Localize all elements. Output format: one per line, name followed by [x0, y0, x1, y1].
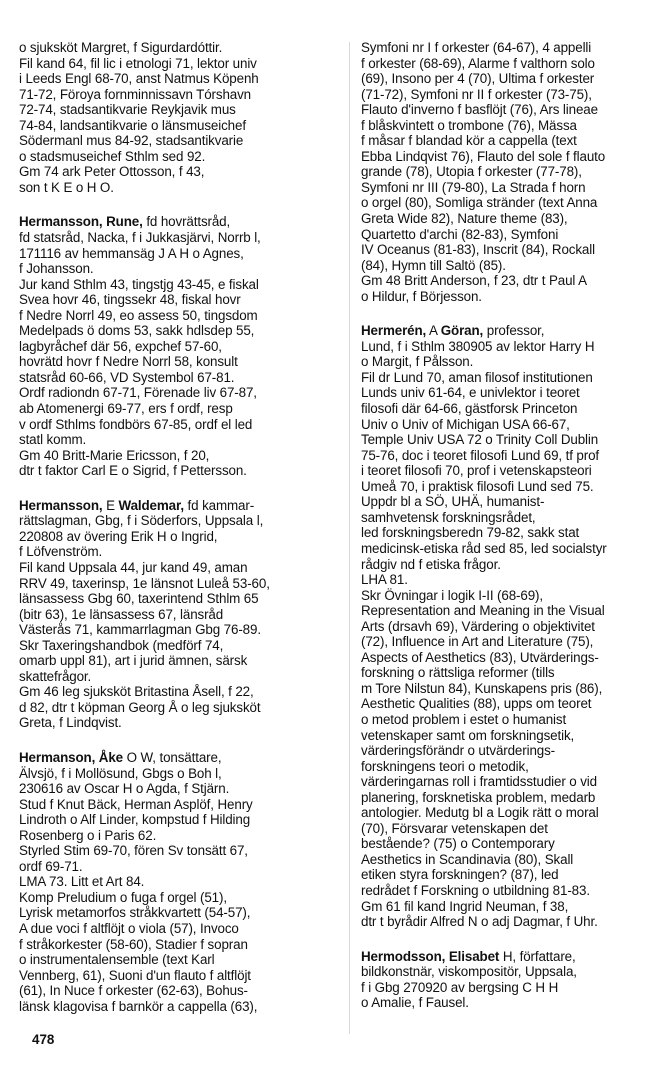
entry-text-line: lagbyråchef där 56, expchef 57-60, — [19, 338, 222, 354]
entry-text-line: dtr t byrådir Alfred N o adj Dagmar, f Uhr. — [361, 914, 598, 930]
entry-text-line: (bitr 63), 1e länsassess 67, länsråd — [19, 606, 224, 622]
entry-text-line: Uppdr bl a SÖ, UHÄ, humanist- — [361, 494, 545, 510]
entry-text-line: forskning o rättsliga reformer (tills — [361, 665, 555, 681]
entry-text-line: vetenskaper samt om forskningsetik, — [361, 727, 575, 743]
entry-text-line: 71-72, Föroya fornminnissavn Tórshavn — [19, 86, 251, 102]
entry-text-line: forskningens teori o metodik, — [361, 758, 529, 774]
entry-continuation — [19, 40, 337, 195]
entry-text-line: f orkester (68-69), Alarme f valthorn solo — [361, 55, 595, 71]
entry-text-line: Vennberg, 61), Suoni d'un flauto f altflöjt — [19, 967, 251, 983]
entry-text-line: o Hildur, f Börjesson. — [361, 288, 482, 304]
entry-text-line: Komp Preludium o fuga f orgel (51), — [19, 889, 227, 905]
entry-headword: Hermanson, Åke — [19, 749, 123, 765]
entry-text-line: 72-74, stadsantikvarie Reykjavik mus — [19, 102, 236, 118]
entry-headword: Hermodsson, Elisabet — [361, 948, 500, 964]
biography-entry — [361, 323, 661, 929]
entry-text-line: Aesthetic Qualities (88), upps om teoret — [361, 696, 592, 712]
entry-title: fd hovrättsråd, — [142, 214, 231, 230]
entry-text-line: grande (78), Utopia f orkester (77-78), — [361, 164, 582, 180]
entry-title: professor, — [483, 323, 545, 339]
entry-text-line: Skr Taxeringshandbok (medförf 74, — [19, 637, 224, 653]
entry-text-line: statl komm. — [19, 432, 87, 448]
entry-text-line: Lindroth o Alf Linder, kompstud f Hilding — [19, 812, 251, 828]
entry-initial: E — [102, 497, 119, 513]
entry-text-line: f i Gbg 270920 av bergsing C H H — [361, 979, 559, 995]
entry-text-line: LHA 81. — [361, 572, 408, 588]
entry-text-line: m Tore Nilstun 84), Kunskapens pris (86), — [361, 680, 603, 696]
entry-text-line: ordf 69-71. — [19, 858, 83, 874]
entry-text-line: filosofi där 64-66, gästforsk Princeton — [361, 401, 578, 417]
entry-text-line: Lyrisk metamorfos stråkkvartett (54-57), — [19, 905, 251, 921]
entry-text-line: Aesthetics in Scandinavia (80), Skall — [361, 851, 574, 867]
entry-heading-line — [361, 323, 661, 339]
entry-given-name: Göran, — [440, 323, 484, 339]
entry-text-line: Skr Övningar i logik I-II (68-69), — [361, 587, 543, 603]
entry-text-line: 74-84, landsantikvarie o länsmuseichef — [19, 117, 246, 133]
entry-text-line: bestående? (75) o Contemporary — [361, 836, 555, 852]
entry-text-line: Fil dr Lund 70, aman filosof institutionen — [361, 369, 593, 385]
entry-text-line: bildkonstnär, viskompositör, Uppsala, — [361, 964, 577, 980]
entry-text-line: Gm 61 fil kand Ingrid Neuman, f 38, — [361, 898, 569, 914]
entry-text-line: Gm 74 ark Peter Ottosson, f 43, — [19, 164, 205, 180]
entry-text-line: i teoret filosofi 70, prof i vetenskapsteori — [361, 463, 592, 479]
page-number: 478 — [32, 1032, 55, 1047]
entry-gap — [361, 930, 661, 949]
entry-gap — [19, 479, 337, 498]
entry-text-line: Jur kand Sthlm 43, tingstjg 43-45, e fiskal — [19, 276, 259, 292]
entry-text-line: Gm 46 leg sjuksköt Britastina Åsell, f 22, — [19, 684, 254, 700]
entry-text-line: fd statsråd, Nacka, f i Jukkasjärvi, Norrb l, — [19, 230, 261, 246]
entry-text-line: f Löfvenström. — [19, 544, 103, 560]
entry-text-line: o sjuksköt Margret, f Sigurdardóttir. — [19, 40, 223, 55]
entry-text-line: 230616 av Oscar H o Agda, f Stjärn. — [19, 781, 230, 797]
entry-text-line: statsråd 60-66, VD Systembol 67-81. — [19, 369, 235, 385]
entry-text-line: f måsar f blandad kör a cappella (text — [361, 133, 577, 149]
entry-gap — [19, 731, 337, 750]
entry-text-line: Symfoni nr III (79-80), La Strada f horn — [361, 179, 586, 195]
entry-text-line: (84), Hymn till Saltö (85). — [361, 257, 506, 273]
entry-title: H, författare, — [499, 948, 576, 964]
entry-text-line: 171116 av hemmansäg J A H o Agnes, — [19, 245, 244, 261]
entry-heading-line — [19, 214, 337, 230]
biography-entry — [361, 949, 661, 1011]
entry-continuation — [361, 40, 661, 304]
entry-text-line: Symfoni nr I f orkester (64-67), 4 appelli — [361, 40, 592, 55]
entry-headword: Hermerén, — [361, 323, 427, 339]
entry-text-line: (72), Influence in Art and Literature (75), — [361, 634, 594, 650]
biography-entry — [19, 214, 337, 478]
entry-text-line: Ebba Lindqvist 76), Flauto del sole f flauto — [361, 148, 606, 164]
entry-gap — [361, 304, 661, 323]
entry-text-line: Stud f Knut Bäck, Herman Asplöf, Henry — [19, 796, 253, 812]
entry-text-line: Quartetto d'archi (82-83), Symfoni — [361, 226, 559, 242]
entry-text-line: o orgel (80), Somliga stränder (text Anna — [361, 195, 598, 211]
entry-text-line: RRV 49, taxerinsp, 1e länsnot Luleå 53-60, — [19, 575, 270, 591]
entry-text-line: rättslagman, Gbg, f i Söderfors, Uppsala l, — [19, 513, 264, 529]
entry-text-line: Lunds univ 61-64, e univlektor i teoret — [361, 385, 580, 401]
entry-text-line: Fil kand Uppsala 44, jur kand 49, aman — [19, 559, 248, 575]
entry-heading-line — [19, 750, 337, 766]
entry-text-line: (71-72), Symfoni nr II f orkester (73-75), — [361, 86, 592, 102]
entry-text-line: (69), Insono per 4 (70), Ultima f orkester — [361, 71, 595, 87]
entry-text-line: o Amalie, f Fausel. — [361, 995, 469, 1011]
entry-text-line: Gm 40 Britt-Marie Ericsson, f 20, — [19, 447, 210, 463]
entry-text-line: etiken styra forskningen? (87), led — [361, 867, 559, 883]
entry-given-name: Waldemar, — [118, 497, 184, 513]
entry-text-line: Älvsjö, f i Mollösund, Gbgs o Boh l, — [19, 765, 222, 781]
entry-text-line: planering, forsknetiska problem, medarb — [361, 789, 596, 805]
column-divider — [349, 42, 350, 1034]
entry-text-line: Medelpads ö doms 53, sakk hdlsdep 55, — [19, 323, 255, 339]
entry-text-line: värderingarnas roll i framtidsstudier o vid — [361, 774, 597, 790]
entry-text-line: länsassess Gbg 60, taxerintend Sthlm 65 — [19, 591, 259, 607]
entry-text-line: Greta Wide 82), Nature theme (83), — [361, 211, 568, 227]
entry-text-line: Rosenberg o i Paris 62. — [19, 827, 157, 843]
entry-text-line: o instrumentalensemble (text Karl — [19, 952, 215, 968]
entry-gap — [19, 195, 337, 214]
entry-text-line: LMA 73. Litt et Art 84. — [19, 874, 145, 890]
entry-text-line: Temple Univ USA 72 o Trinity Coll Dublin — [361, 432, 599, 448]
entry-heading-line — [361, 949, 661, 965]
entry-text-line: Umeå 70, i praktisk filosofi Lund sed 75. — [361, 478, 594, 494]
entry-text-line: omarb uppl 81), art i jurid ämnen, särsk — [19, 653, 248, 669]
entry-text-line: o Margit, f Pålsson. — [361, 354, 474, 370]
entry-text-line: (70), Försvarar vetenskapen det — [361, 820, 548, 836]
entry-text-line: f stråkorkester (58-60), Stadier f sopran — [19, 936, 248, 952]
entry-headword: Hermansson, Rune, — [19, 214, 143, 230]
biography-entry — [19, 498, 337, 731]
entry-text-line: 75-76, doc i teoret filosofi Lund 69, tf prof — [361, 447, 600, 463]
entry-text-line: Lund, f i Sthlm 380905 av lektor Harry H — [361, 338, 595, 354]
entry-text-line: medicinsk-etiska råd sed 85, led socialstyr — [361, 540, 607, 556]
entry-text-line: f Johansson. — [19, 261, 94, 277]
entry-text-line: antologier. Medutg bl a Logik rätt o moral — [361, 805, 599, 821]
entry-text-line: o stadsmuseichef Sthlm sed 92. — [19, 148, 206, 164]
entry-text-line: Ordf radiondn 67-71, Förenade liv 67-87, — [19, 385, 257, 401]
entry-text-line: o metod problem i estet o humanist — [361, 711, 567, 727]
entry-text-line: Gm 48 Britt Anderson, f 23, dtr t Paul A — [361, 273, 587, 289]
entry-text-line: f blåskvintett o trombone (76), Mässa — [361, 117, 577, 133]
entry-heading-line — [19, 498, 337, 514]
entry-title: fd kammar- — [183, 497, 255, 513]
entry-text-line: samhvetensk forskningsrådet, — [361, 509, 536, 525]
entry-text-line: Arts (drsavh 69), Värdering o objektivitet — [361, 618, 595, 634]
entry-text-line: värderingsförändr o utvärderings- — [361, 743, 556, 759]
entry-text-line: i Leeds Engl 68-70, anst Natmus Köpenh — [19, 71, 259, 87]
entry-text-line: Aspects of Aesthetics (83), Utvärderings- — [361, 649, 599, 665]
entry-text-line: Svea hovr 46, tingssekr 48, fiskal hovr — [19, 292, 241, 308]
entry-text-line: (61), In Nuce f orkester (62-63), Bohus- — [19, 983, 248, 999]
entry-text-line: länsk klagovisa f barnkör a cappella (63), — [19, 998, 258, 1014]
entry-text-line: led forskningsberedn 79-82, sakk stat — [361, 525, 580, 541]
entry-headword: Hermansson, — [19, 497, 103, 513]
entry-text-line: son t K E o H O. — [19, 179, 114, 195]
entry-title: O W, tonsättare, — [123, 749, 222, 765]
entry-text-line: A due voci f altflöjt o viola (57), Invoco — [19, 920, 239, 936]
entry-text-line: Södermanl mus 84-92, stadsantikvarie — [19, 133, 244, 149]
entry-text-line: Univ o Univ of Michigan USA 66-67, — [361, 416, 570, 432]
right-column — [361, 40, 661, 1011]
entry-text-line: Fil kand 64, fil lic i etnologi 71, lektor univ — [19, 55, 257, 71]
entry-text-line: hovrätd hovr f Nedre Norrl 58, konsult — [19, 354, 238, 370]
left-column — [19, 40, 337, 1014]
entry-text-line: IV Oceanus (81-83), Inscrit (84), Rockall — [361, 242, 595, 258]
entry-text-line: dtr t faktor Carl E o Sigrid, f Pettersson. — [19, 463, 247, 479]
entry-text-line: Flauto d'inverno f basflöjt (76), Ars lineae — [361, 102, 598, 118]
entry-text-line: v ordf Sthlms fondbörs 67-85, ordf el led — [19, 416, 253, 432]
entry-text-line: Styrled Stim 69-70, fören Sv tonsätt 67, — [19, 843, 248, 859]
entry-text-line: skattefrågor. — [19, 668, 92, 684]
entry-text-line: d 82, dtr t köpman Georg Å o leg sjuksköt — [19, 699, 261, 715]
entry-text-line: rådgiv nd f etiska frågor. — [361, 556, 501, 572]
entry-text-line: Västerås 71, kammarrlagman Gbg 76-89. — [19, 622, 261, 638]
entry-text-line: redrådet f Forskning o utbildning 81-83. — [361, 882, 590, 898]
entry-text-line: f Nedre Norrl 49, eo assess 50, tingsdom — [19, 307, 258, 323]
entry-initial: A — [426, 323, 441, 339]
entry-text-line: Greta, f Lindqvist. — [19, 715, 122, 731]
biography-entry — [19, 750, 337, 1014]
entry-text-line: Representation and Meaning in the Visual — [361, 603, 605, 619]
entry-text-line: ab Atomenergi 69-77, ers f ordf, resp — [19, 401, 233, 417]
entry-text-line: 220808 av övering Erik H o Ingrid, — [19, 528, 218, 544]
